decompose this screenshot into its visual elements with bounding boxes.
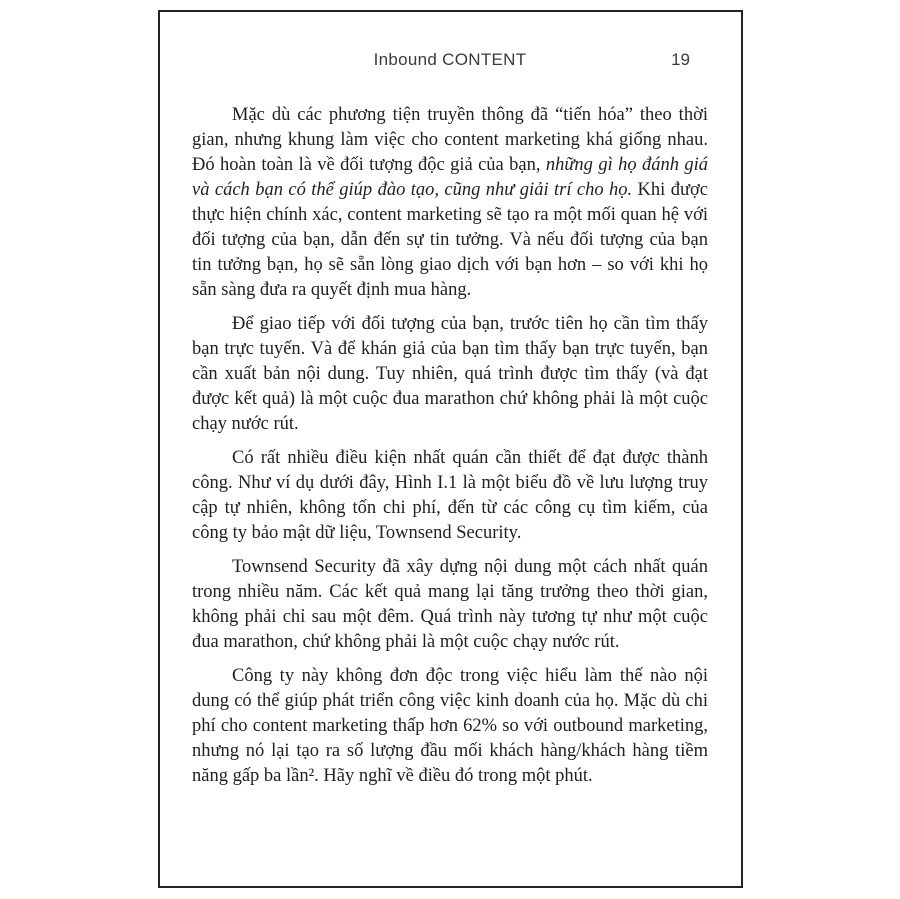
page-number: 19 xyxy=(671,50,690,69)
running-header-title: Inbound CONTENT xyxy=(373,50,527,69)
paragraph-segment: Công ty này không đơn độc trong việc hiểu làm thế nào nội dung có thể giúp phát triển công việc kinh doanh của họ. Mặc dù chi phí cho content marketing thấp hơn 62% so với outbound marketing, nhưng nó lại tạo ra số lượng đầu mối khách hàng/khách hàng tiềm năng gấp ba lần². Hãy nghĩ về điều đó trong một phút. xyxy=(192,666,708,786)
paragraph xyxy=(192,555,708,655)
paragraph-segment: Townsend Security đã xây dựng nội dung một cách nhất quán trong nhiều năm. Các kết quả mang lại tăng trưởng theo thời gian, không phải chỉ sau một đêm. Quá trình này tương tự như một cuộc đua marathon, chứ không phải là một cuộc chạy nước rút. xyxy=(192,557,708,652)
paragraph-segment: Khi được thực hiện chính xác, content marketing sẽ tạo ra một mối quan hệ với đối tượng của bạn, dẫn đến sự tin tưởng. Và nếu đối tượng của bạn tin tưởng bạn, họ sẽ sẵn lòng giao dịch với bạn hơn – so với khi họ sẵn sàng đưa ra quyết định mua hàng. xyxy=(192,180,708,300)
page-header xyxy=(192,50,708,72)
paragraph-segment: Mặc dù các phương tiện truyền thông đã “tiến hóa” theo thời gian, nhưng khung làm việc cho content marketing khá giống nhau. Đó hoàn toàn là về đối tượng độc giả của bạn, xyxy=(192,105,708,175)
paragraph-segment: Để giao tiếp với đối tượng của bạn, trước tiên họ cần tìm thấy bạn trực tuyến. Và để khán giả của bạn tìm thấy bạn trực tuyến, bạn cần xuất bản nội dung. Tuy nhiên, quá trình được tìm thấy (và đạt được kết quả) là một cuộc đua marathon chứ không phải là một cuộc chạy nước rút. xyxy=(192,314,708,434)
paragraph xyxy=(192,312,708,437)
paragraph xyxy=(192,664,708,789)
page-body xyxy=(192,103,708,789)
paragraph xyxy=(192,103,708,303)
paragraph-segment-italic: những gì họ đánh giá và cách bạn có thể giúp đào tạo, cũng như giải trí cho họ. xyxy=(192,155,708,200)
paragraph-segment: Có rất nhiều điều kiện nhất quán cần thiết để đạt được thành công. Như ví dụ dưới đây, Hình I.1 là một biểu đồ về lưu lượng truy cập tự nhiên, không tốn chi phí, đến từ các công cụ tìm kiếm, của công ty bảo mật dữ liệu, Townsend Security. xyxy=(192,448,708,543)
book-page xyxy=(158,10,743,888)
paragraph xyxy=(192,446,708,546)
